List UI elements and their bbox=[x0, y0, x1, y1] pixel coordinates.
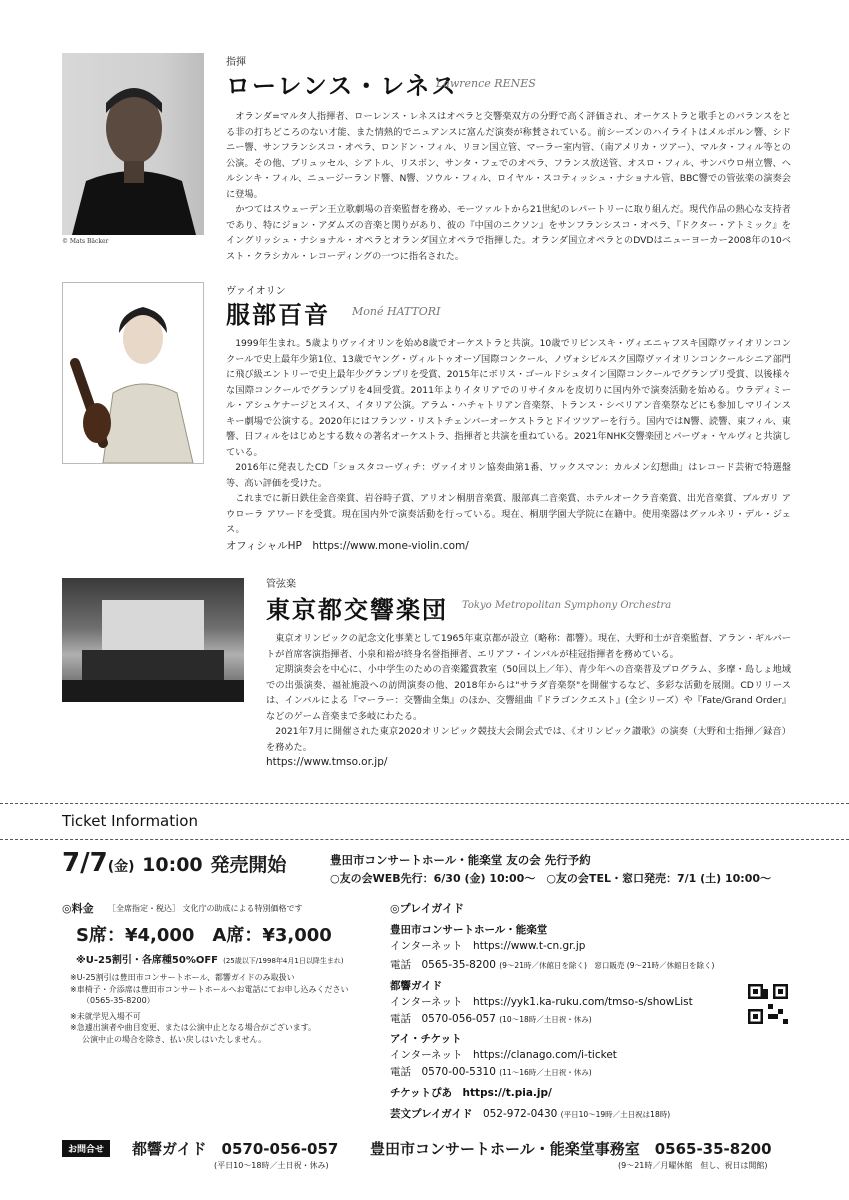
ticket-divider-bottom bbox=[0, 839, 849, 840]
guide5[interactable] bbox=[390, 1106, 670, 1121]
bio-paragraph: 2021年7月に開催された東京2020オリンピック競技大会開会式では、《オリンピック讃歌》の演奏（大野和士指揮／録音）を務めた。 bbox=[266, 726, 791, 753]
concert-hall-icon bbox=[62, 578, 244, 702]
sale-time: 10:00 bbox=[142, 854, 203, 876]
guide-hours: (10〜18時／土日祝・休み) bbox=[499, 1015, 592, 1024]
playguide-heading: ◎プレイガイド bbox=[390, 902, 464, 915]
price-line: S席：¥4,000 A席：¥3,000 bbox=[76, 925, 332, 946]
tmso-role: 管弦楽 bbox=[266, 579, 296, 590]
bio-paragraph: 東京オリンピックの記念文化事業として1965年東京都が設立（略称：都響）。現在、大野和士が音楽監督、アラン・ギルバートが首席客演指揮者、小泉和裕が終身名誉指揮者、エリアフ・インバルが桂冠指揮者を務めている。 bbox=[266, 633, 791, 660]
guide-name: 都響ガイド bbox=[390, 980, 443, 992]
guide-hours: (9〜21時／休館日を除く) 窓口販売 (9〜21時／休館日を除く) bbox=[499, 961, 715, 970]
note-line: ※未就学児入場不可 bbox=[70, 1011, 141, 1021]
renes-photo bbox=[62, 53, 204, 235]
guide2-tel[interactable] bbox=[390, 1011, 592, 1026]
guide1-name bbox=[390, 922, 547, 937]
price-heading: ◎料金 bbox=[62, 902, 94, 915]
hattori-roman-name: Moné HATTORI bbox=[352, 305, 441, 318]
renes-roman-name: Lawrence RENES bbox=[436, 77, 536, 90]
guide-tel: 電話 0570-056-057 bbox=[390, 1013, 496, 1025]
bio-paragraph: オランダ=マルタ人指揮者、ローレンス・レネスはオペラと交響楽双方の分野で高く評価され、オーケストラと歌手とのバランスをとる非の打ちどころのない才能、また情熱的でニュアンスに富んだ演奏が称賛されている。前シーズンのハイライトはメルボルン響、シドニー響、サンフランシスコ・オペラ、ロンドン・フィル、リヨン国立管、マーラー室内管、（南アメリカ・ツアー）、マルタ・フィル等との公演。その他、ブリュッセル、シアトル、リスボン、サンタ・フェでのオペラ、フランス放送管、オスロ・フィル、サンパウロ州立響、ヘルシンキ・フィル、ニュージーランド響、N響、ソウル・フィル、ロイヤル・スコティッシュ・ナショナル管、BBC響での管弦楽の演奏会に登場。 bbox=[226, 111, 791, 200]
photo-credit: © Mats Bäcker bbox=[62, 238, 109, 245]
hattori-official-link[interactable]: オフィシャルHP https://www.mone-violin.com/ bbox=[226, 540, 469, 552]
ticket-notes bbox=[70, 972, 390, 1045]
hattori-photo bbox=[62, 282, 204, 464]
guide4[interactable]: チケットぴあ https://t.pia.jp/ bbox=[390, 1087, 552, 1099]
conductor-portrait-icon bbox=[62, 53, 204, 235]
bio-paragraph: 定期演奏会を中心に、小中学生のための音楽鑑賞教室（50回以上／年）、青少年への音楽普及プログラム、多摩・島しょ地域での出張演奏、福祉施設への訪問演奏の他、2018年からは"サラダ音楽祭"を開催するなど、多彩な活動を展開。CDリリースは、インバルによる『マーラー：交響曲全集』のほか、交響組曲『ドラゴンクエスト』(全シリーズ）や『Fate/Grand Order』などのゲーム音楽まで多岐にわたる。 bbox=[266, 664, 791, 722]
contact-hall[interactable]: 豊田市コンサートホール・能楽堂事務室 0565-35-8200 bbox=[370, 1140, 772, 1158]
hattori-name: 服部百音 bbox=[226, 301, 330, 329]
guide-hours: (平日10〜19時／土日祝は18時) bbox=[560, 1110, 671, 1119]
guide-hours: (11〜16時／土日祝・休み) bbox=[499, 1068, 592, 1077]
note-line: ※急遽出演者や曲目変更、または公演中止となる場合がございます。 bbox=[70, 1023, 317, 1032]
guide-tel: 電話 0570-00-5310 bbox=[390, 1066, 496, 1078]
guide1-tel[interactable] bbox=[390, 957, 714, 972]
hattori-role: ヴァイオリン bbox=[226, 286, 286, 297]
bio-paragraph: これまでに新日鉄住金音楽賞、岩谷時子賞、アリオン桐朋音楽賞、服部真二音楽賞、ホテルオークラ音楽賞、出光音楽賞、ブルガリ アウローラ アワードを受賞。現在国内外で演奏活動を行っている。現在、桐朋学園大学院に在籍中。使用楽器はグァルネリ・デル・ジェス。 bbox=[226, 493, 791, 535]
note-line: ※U-25割引は豊田市コンサートホール、都響ガイドのみ取扱い bbox=[70, 973, 295, 982]
contact-hall-hours: (9〜21時／月曜休館 但し、祝日は開館) bbox=[618, 1161, 768, 1170]
price-note: ［全席指定・税込］ 文化庁の助成による特別価格です bbox=[108, 904, 303, 913]
u25-discount: ※U-25割引・各席種50%OFF bbox=[76, 955, 219, 966]
tmso-roman-name: Tokyo Metropolitan Symphony Orchestra bbox=[462, 600, 672, 611]
sale-weekday: (金) bbox=[107, 859, 135, 875]
guide3-net[interactable]: インターネット https://clanago.com/i-ticket bbox=[390, 1049, 617, 1061]
bio-paragraph: 1999年生まれ。5歳よりヴァイオリンを始め8歳でオーケストラと共演。10歳でリピンスキ・ヴィエニャフスキ国際ヴァイオリンコンクールで史上最年少第1位、13歳でヤング・ヴィルトゥオーゾ国際コンクール、ノヴォシビルスク国際ヴァイオリンコンクールシニア部門に飛び級エントリーで史上最年少グランプリを受賞、2015年にボリス・ゴールドシュタイン国際コンクールでグランプリ受賞、以後様々な国際コンクールでグランプリを4回受賞。2011年よりイタリアでのリサイタルを皮切りに国内外で演奏活動を始める。ウラディミール・アシュケナージとスイス、イタリア公演。アラム・ハチャトリアン音楽祭、トランス・シベリアン音楽祭などにも参加しマリインスキー劇場で公演する。2020年にはフランツ・リストチェンバーオーケストラとドイツツアーを行う。国内ではN響、読響、東フィル、東響、日フィルをはじめとする数々の著名オーケストラ、指揮者と共演を重ねている。2021年NHK交響楽団とパーヴォ・ヤルヴィと共演している。 bbox=[226, 338, 791, 458]
guide-name: 豊田市コンサートホール・能楽堂 bbox=[390, 924, 548, 936]
ticket-section-title: Ticket Information bbox=[62, 812, 198, 830]
sale-date bbox=[62, 848, 286, 878]
note-line: ※車椅子・介添席は豊田市コンサートホールへお電話にてお申し込みください bbox=[70, 984, 349, 994]
tmso-name: 東京都交響楽団 bbox=[266, 596, 448, 624]
renes-name: ローレンス・レネス bbox=[226, 72, 458, 100]
renes-role: 指揮 bbox=[226, 57, 246, 68]
contact-badge: お問合せ bbox=[62, 1140, 110, 1157]
note-line: （0565-35-8200） bbox=[82, 996, 155, 1005]
tmso-link[interactable]: https://www.tmso.or.jp/ bbox=[266, 756, 388, 768]
note-line: 公演中止の場合を除き、払い戻しはいたしません。 bbox=[82, 1034, 267, 1044]
guide3-name bbox=[390, 1031, 462, 1046]
qr-code-icon[interactable] bbox=[748, 984, 788, 1024]
guide-name: アイ・チケット bbox=[390, 1033, 462, 1045]
orchestra-photo bbox=[62, 578, 244, 702]
guide-name: 芸文プレイガイド bbox=[390, 1108, 473, 1120]
sale-label: 発売開始 bbox=[210, 854, 287, 876]
tmso-bio bbox=[266, 631, 791, 755]
bio-paragraph: かつてはスウェーデン王立歌劇場の音楽監督を務め、モーツァルトから21世紀のレパートリーに取り組んだ。現代作品の熱心な支持者であり、特にジョン・アダムズの音楽と関りがあり、彼の『中国のニクソン』をサンフランシスコ・オペラ、『ドクター・アトミック』をイングリッシュ・ナショナル・オペラとオランダ国立オペラで指揮した。オランダ国立オペラとのDVDはニューヨーカー2008年の10ベスト・クラシカル・レコーディングの一つに指名された。 bbox=[226, 204, 791, 262]
hattori-bio bbox=[226, 336, 791, 538]
ticket-divider-top bbox=[0, 803, 849, 804]
presale-dates: ○友の会WEB先行：6/30 (金) 10:00〜 ○友の会TEL・窓口発売：7/1 (土) 10:00〜 bbox=[330, 872, 772, 885]
violinist-portrait-icon bbox=[63, 283, 203, 463]
renes-bio bbox=[226, 109, 791, 264]
guide2-net[interactable]: インターネット https://yyk1.ka-ruku.com/tmso-s/showList bbox=[390, 996, 693, 1008]
contact-tmso[interactable]: 都響ガイド 0570-056-057 bbox=[132, 1140, 339, 1158]
sale-date-day: 7/7 bbox=[62, 848, 108, 878]
guide2-name bbox=[390, 978, 442, 993]
presale-title: 豊田市コンサートホール・能楽堂 友の会 先行予約 bbox=[330, 853, 591, 867]
u25-line bbox=[76, 948, 344, 967]
bio-paragraph: 2016年に発表したCD「ショスタコーヴィチ：ヴァイオリン協奏曲第1番、ワックスマン：カルメン幻想曲」はレコード芸術で特選盤等、高い評価を受けた。 bbox=[226, 462, 791, 489]
guide3-tel[interactable] bbox=[390, 1064, 592, 1079]
guide-tel: 電話 0565-35-8200 bbox=[390, 959, 496, 971]
guide1-net[interactable]: インターネット https://www.t-cn.gr.jp bbox=[390, 940, 586, 952]
u25-eligibility: (25歳以下/1998年4月1日以降生まれ) bbox=[223, 957, 344, 965]
contact-tmso-hours: (平日10〜18時／土日祝・休み) bbox=[214, 1161, 329, 1170]
guide-tel: 052-972-0430 bbox=[482, 1108, 558, 1120]
